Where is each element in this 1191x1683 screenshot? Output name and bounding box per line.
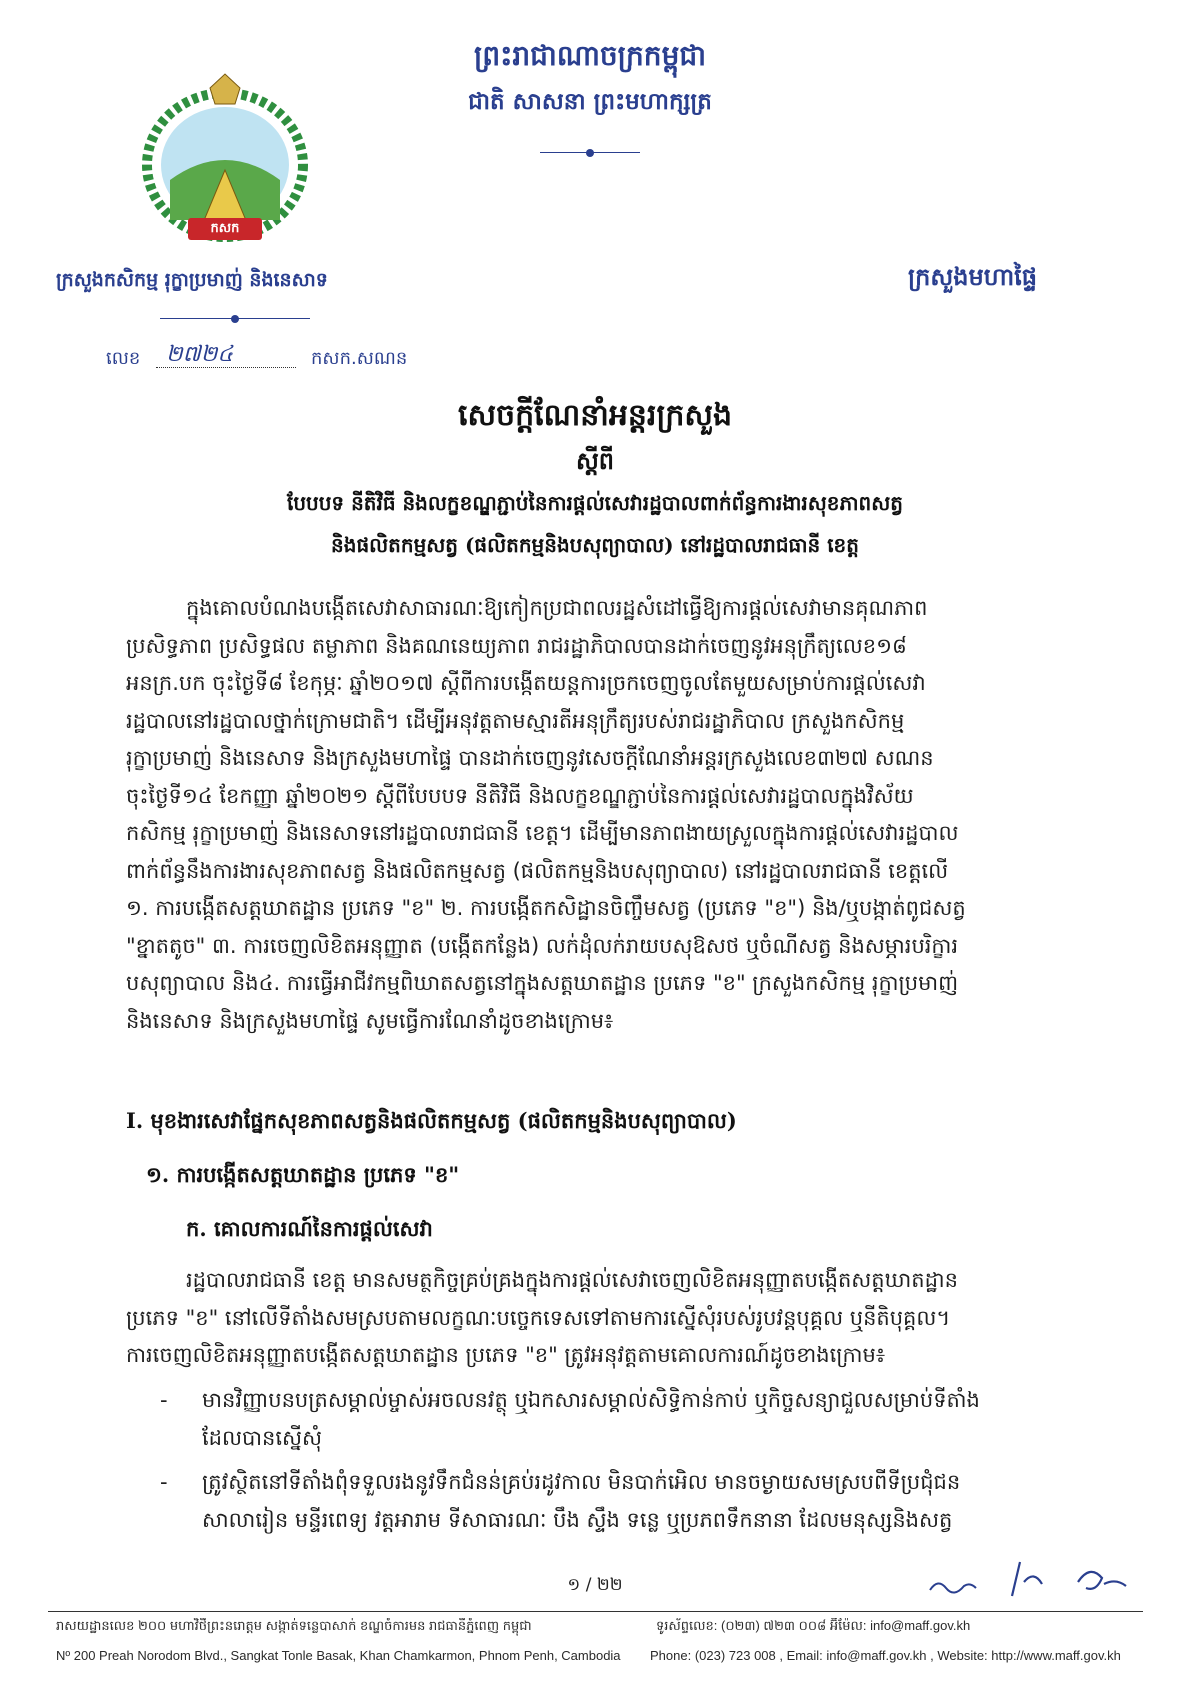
footer-contact-en: Phone: (023) 723 008 , Email: info@maff.gov.kh , Website: http://www.maff.gov.kh <box>650 1648 1121 1663</box>
principle-paragraph <box>126 1262 1126 1375</box>
handwritten-initials <box>920 1548 1140 1604</box>
footer-divider <box>48 1611 1143 1612</box>
intro-line: "ខ្នាតតូច" ៣. ការចេញលិខិតអនុញ្ញាត (បង្កើតកន្លែង) លក់ដុំលក់រាយបសុឱសថ ឬចំណីសត្វ និងសម្ភារបរិក្ខារ <box>126 933 959 958</box>
national-motto: ជាតិ សាសនា ព្រះមហាក្សត្រ <box>468 88 712 115</box>
doc-subject-line-2: និងផលិតកម្មសត្វ (ផលិតកម្មនិងបសុព្យាបាល) នៅរដ្ឋបាលរាជធានី ខេត្ត <box>331 533 859 557</box>
doc-subtitle-about: ស្តីពី <box>575 446 615 475</box>
footer-address-en: Nº 200 Preah Norodom Blvd., Sangkat Tonle Basak, Khan Chamkarmon, Phnom Penh, Cambodia <box>56 1648 621 1663</box>
section-1-heading: ១. ការបង្កើតសត្តឃាតដ្ឋាន ប្រភេទ "ខ" <box>146 1162 460 1187</box>
intro-line: ពាក់ព័ន្ធនឹងការងារសុខភាពសត្វ និងផលិតកម្មសត្វ (ផលិតកម្មនិងបសុព្យាបាល) នៅរដ្ឋបាលរាជធានី ខេត្តលើ <box>126 858 949 883</box>
ministry-left: ក្រសួងកសិកម្ម រុក្ខាប្រមាញ់ និងនេសាទ <box>56 269 328 291</box>
number-label: លេខ <box>106 348 141 369</box>
principle-line: រដ្ឋបាលរាជធានី ខេត្ត មានសមត្ថកិច្ចគ្រប់គ្រងក្នុងការផ្តល់សេវាចេញលិខិតអនុញ្ញាតបង្កើតសត្តឃាតដ្ឋាន <box>186 1268 958 1292</box>
intro-line: រុក្ខាប្រមាញ់ និងនេសាទ និងក្រសួងមហាផ្ទៃ បានដាក់ចេញនូវសេចក្តីណែនាំអន្តរក្រសួងលេខ៣២៧ សណន <box>126 746 934 770</box>
number-dots <box>156 367 296 368</box>
intro-paragraph <box>126 590 1126 1040</box>
page-number: ១ / ២២ <box>567 1575 623 1595</box>
bullet-dash: - <box>160 1388 168 1412</box>
intro-line: ក្នុងគោលបំណងបង្កើតសេវាសាធារណៈឱ្យកៀកប្រជាពលរដ្ឋសំដៅធ្វើឱ្យការផ្តល់សេវាមានគុណភាព <box>186 596 928 620</box>
intro-line: រដ្ឋបាលនៅរដ្ឋបាលថ្នាក់ក្រោមជាតិ។ ដើម្បីអនុវត្តតាមស្មារតីអនុក្រឹត្យរបស់រាជរដ្ឋាភិបាល ក្រសួងកសិកម្ម <box>126 708 905 733</box>
intro-line: និងនេសាទ និងក្រសួងមហាផ្ទៃ សូមធ្វើការណែនាំដូចខាងក្រោម៖ <box>126 1008 614 1033</box>
ministry-seal <box>130 70 320 245</box>
intro-line: ១. ការបង្កើតសត្តឃាតដ្ឋាន ប្រភេទ "ខ" ២. ការបង្កើតកសិដ្ឋានចិញ្ចឹមសត្វ (ប្រភេទ "ខ") និង/ឬបង្កាត់ពូជសត្វ <box>126 896 966 920</box>
reference-number <box>106 340 526 376</box>
intro-line: កសិកម្ម រុក្ខាប្រមាញ់ និងនេសាទនៅរដ្ឋបាលរាជធានី ខេត្ត។ ដើម្បីមានភាពងាយស្រួលក្នុងការផ្តល់សេវារដ្ឋបាល <box>126 821 959 845</box>
seal-label: កសក <box>210 221 240 236</box>
footer-address-kh: រាសយដ្ឋានលេខ ២០០ មហាវិថីព្រះនរោត្តម សង្កាត់ទន្លេបាសាក់ ខណ្ឌចំការមន រាជធានីភ្នំពេញ កម្ពុជា <box>56 1618 532 1633</box>
bullet-line: មានវិញ្ញាបនបត្រសម្គាល់ម្ចាស់អចលនវត្ថុ ឬឯកសារសម្គាល់សិទ្ធិកាន់កាប់ ឬកិច្ចសន្យាជួលសម្រាប់ទីតាំង <box>202 1388 980 1412</box>
doc-title: សេចក្តីណែនាំអន្តរក្រសួង <box>457 398 733 433</box>
intro-line: បសុព្យាបាល និង៤. ការធ្វើអាជីវកម្មពិឃាតសត្វនៅក្នុងសត្តឃាតដ្ឋាន ប្រភេទ "ខ" ក្រសួងកសិកម្ម រុក្ខាប្រមាញ់ <box>126 971 959 995</box>
section-i-heading: I. មុខងារសេវាផ្នែកសុខភាពសត្វនិងផលិតកម្មសត្វ (ផលិតកម្មនិងបសុព្យាបាល) <box>126 1108 737 1133</box>
bullet-line: ត្រូវស្ថិតនៅទីតាំងពុំទទួលរងនូវទឹកជំនន់គ្រប់រដូវកាល មិនបាក់អេិល មានចម្ងាយសមស្របពីទីប្រជុំជន <box>202 1470 961 1494</box>
doc-subject-line-1: បែបបទ នីតិវិធី និងលក្ខខណ្ឌភ្ជាប់នៃការផ្តល់សេវារដ្ឋបាលពាក់ព័ន្ធការងារសុខភាពសត្វ <box>287 491 903 515</box>
motto-ornament <box>540 152 640 153</box>
ministry-right: ក្រសួងមហាផ្ទៃ <box>908 262 1038 291</box>
section-ka-heading: ក. គោលការណ៍នៃការផ្តល់សេវា <box>186 1216 433 1241</box>
intro-line: ចុះថ្ងៃទី១៤ ខែកញ្ញា ឆ្នាំ២០២១ ស្តីពីបែបបទ នីតិវិធី និងលក្ខខណ្ឌភ្ជាប់នៃការផ្តល់សេវារដ្ឋបាលក្នុងវិស័យ <box>126 783 914 808</box>
intro-line: អនក្រ.បក ចុះថ្ងៃទី៨ ខែកុម្ភៈ ឆ្នាំ២០១៧ ស្តីពីការបង្កើតយន្តការច្រកចេញចូលតែមួយសម្រាប់ការផ្តល់សេវា <box>126 671 926 695</box>
footer-contact-kh: ទូរស័ព្ទលេខ: (០២៣) ៧២៣ ០០៨ អ៊ីម៉ែល: info@maff.gov.kh <box>656 1618 971 1633</box>
kingdom-title: ព្រះរាជាណាចក្រកម្ពុជា <box>473 39 706 72</box>
left-ornament <box>160 318 310 319</box>
principle-line: ប្រភេទ "ខ" នៅលើទីតាំងសមស្របតាមលក្ខណៈបច្ចេកទេសទៅតាមការស្នើសុំរបស់រូបវន្តបុគ្គល ឬនីតិបុគ្គល។ <box>126 1305 951 1330</box>
intro-line: ប្រសិទ្ធភាព ប្រសិទ្ធផល តម្លាភាព និងគណនេយ្យភាព រាជរដ្ឋាភិបាលបានដាក់ចេញនូវអនុក្រឹត្យលេខ១៨ <box>126 633 907 658</box>
bullet-item <box>160 1464 1126 1539</box>
number-value: ២៧២៤ <box>166 342 233 367</box>
number-suffix: កសក.សណន <box>311 348 408 369</box>
principle-line: ការចេញលិខិតអនុញ្ញាតបង្កើតសត្តឃាតដ្ឋាន ប្រភេទ "ខ" ត្រូវអនុវត្តតាមគោលការណ៍ដូចខាងក្រោម៖ <box>126 1343 886 1367</box>
bullet-item <box>160 1382 1126 1457</box>
bullet-line: សាលារៀន មន្ទីរពេទ្យ វត្តអារាម ទីសាធារណៈ បឹង ស្ទឹង ទន្លេ ឬប្រភពទឹកនានា ដែលមនុស្សនិងសត្វ <box>202 1507 953 1532</box>
bullet-line: ដែលបានស្នើសុំ <box>202 1425 322 1450</box>
bullet-dash: - <box>160 1470 168 1494</box>
